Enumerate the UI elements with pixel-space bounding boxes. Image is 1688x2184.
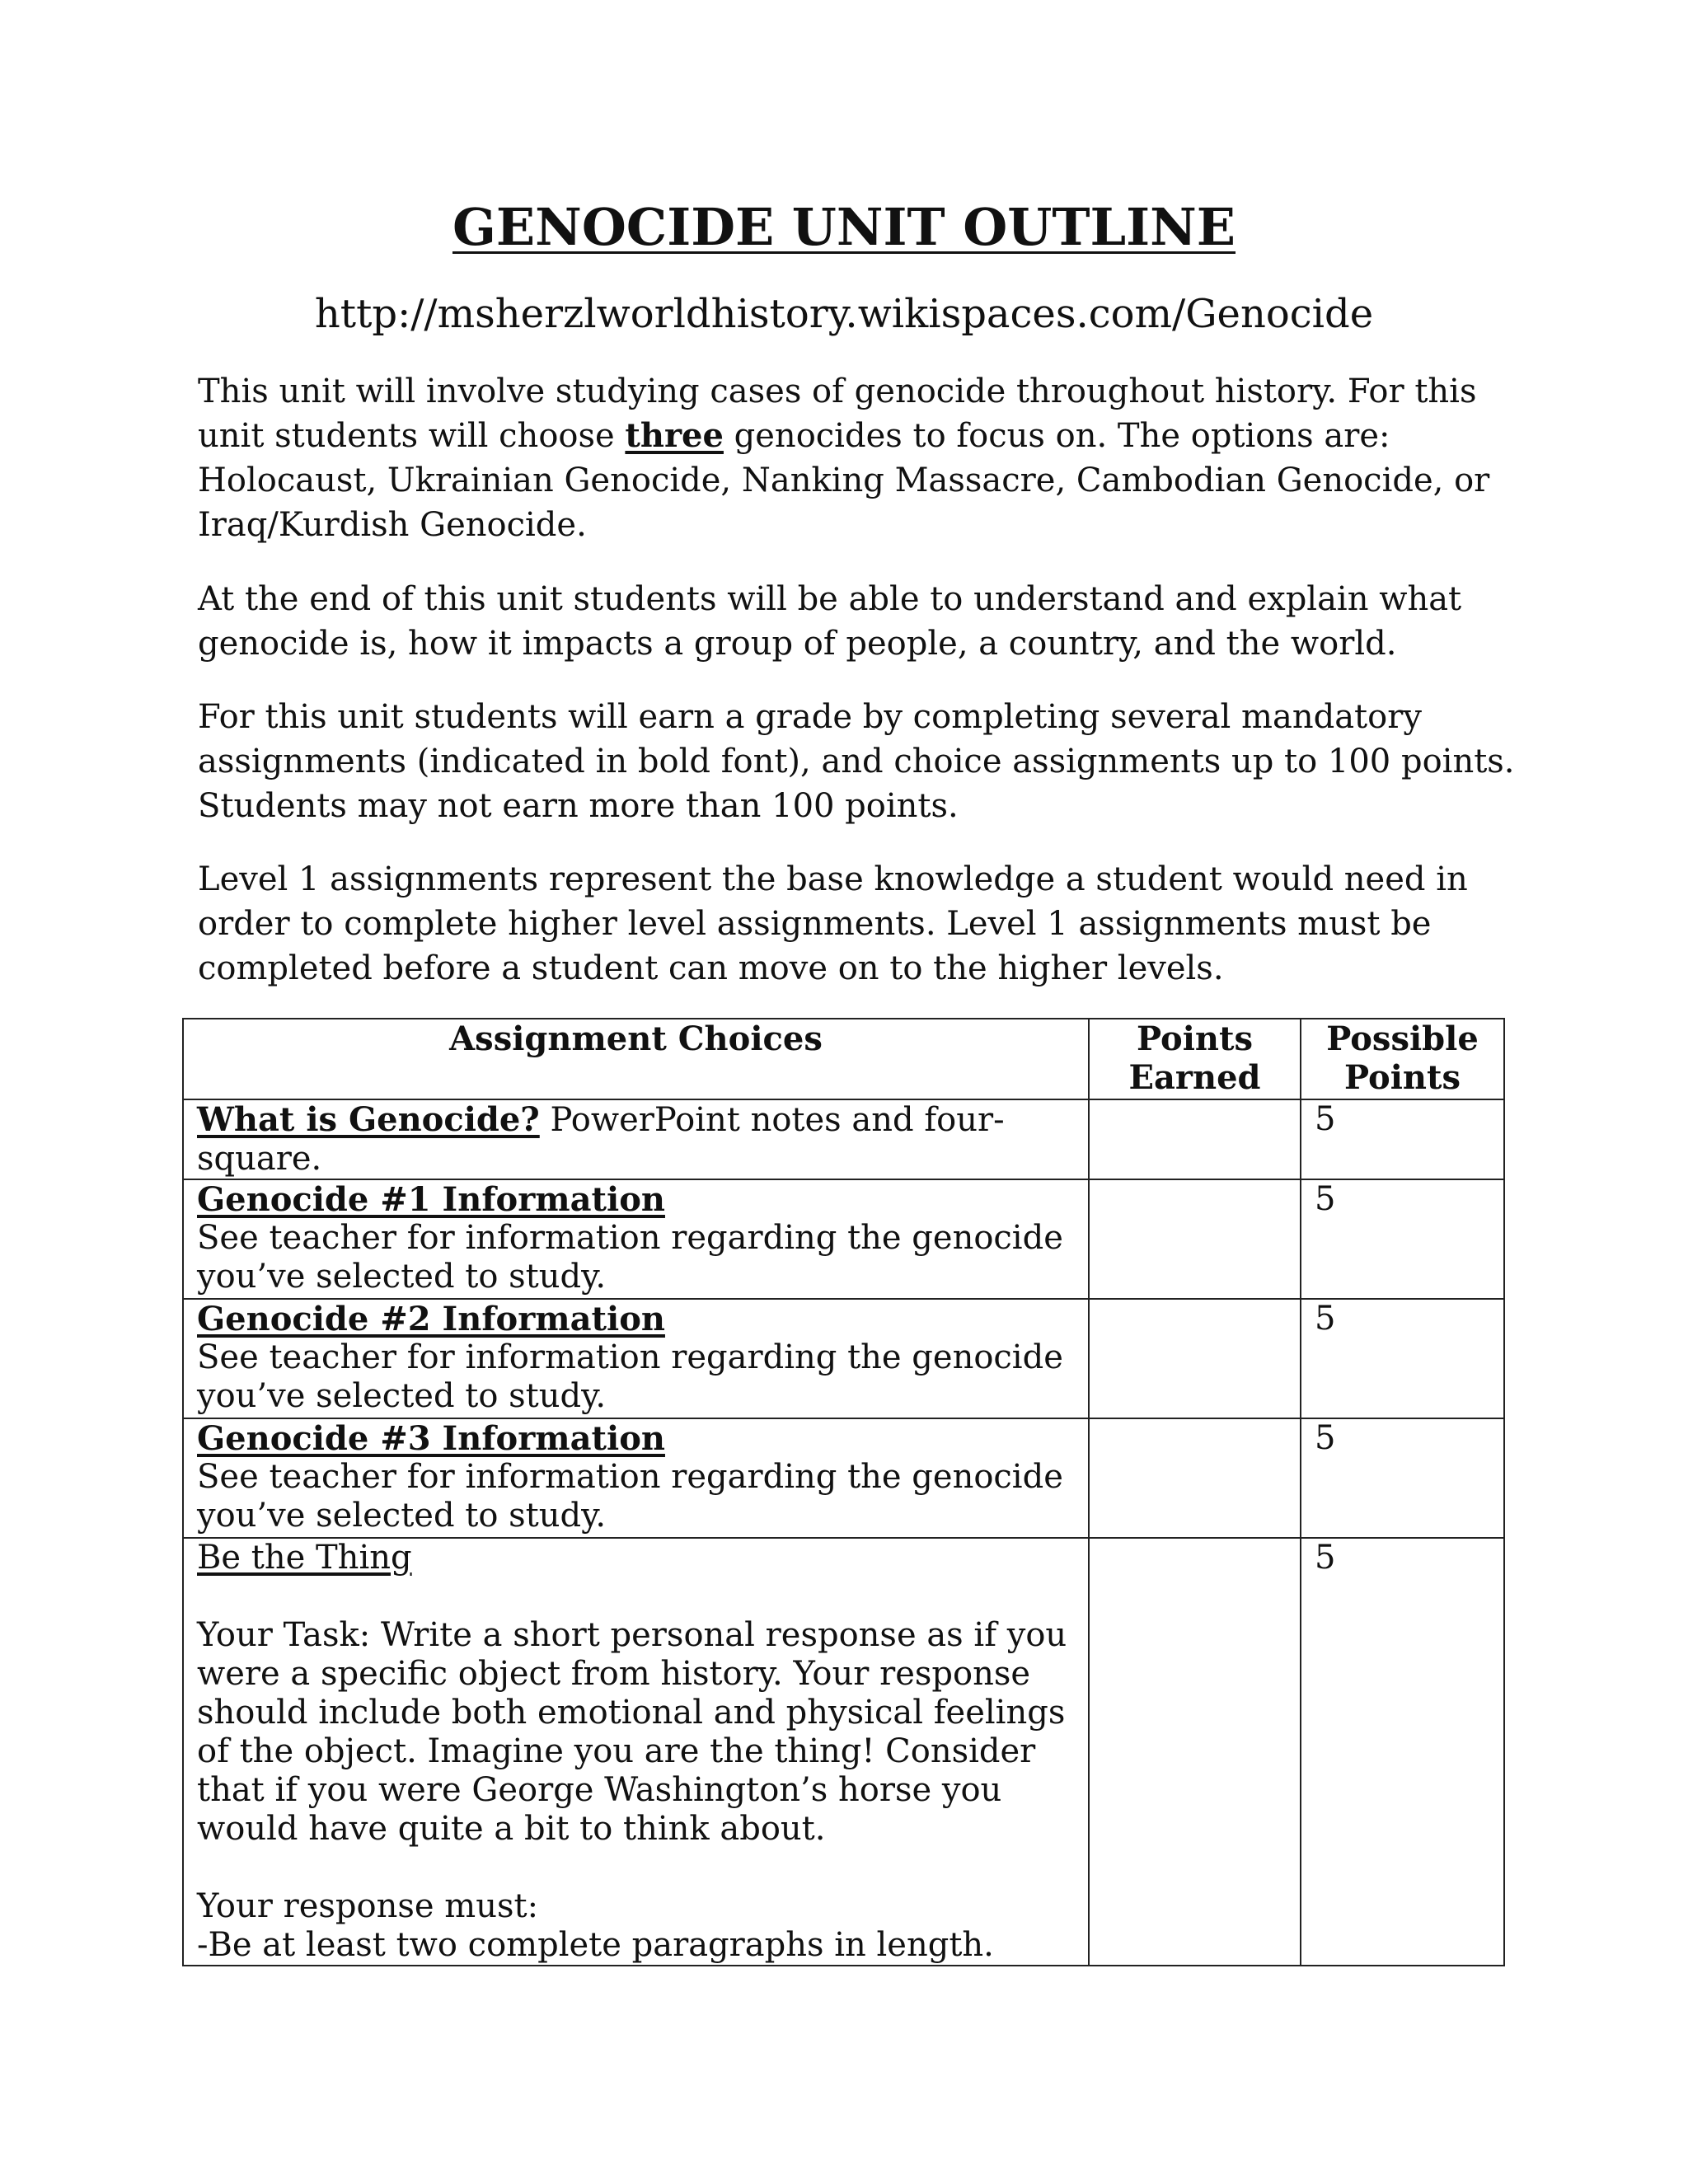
intro-text-end: genocides to focus on. The options are: Holocaust, Ukrainian Genocide, Nanking Massacre, Cambodian Genocide, or Iraq/Kurdish Genocide. [198,417,1490,544]
possible-points-cell: 5 [1301,1299,1504,1418]
level-paragraph: Level 1 assignments represent the base knowledge a student would need in order to complete higher level assignments. Level 1 assignments must be completed before a student can move on to the higher levels. [198,860,1468,987]
possible-points-cell: 5 [1301,1538,1504,1966]
points-earned-cell [1089,1418,1301,1538]
table-row [183,1179,1504,1299]
assignment-cell [183,1099,1089,1179]
header-possible-points: Possible Points [1301,1019,1504,1099]
assignment-text: See teacher for information regarding the genocide [197,1338,1063,1376]
assignment-task: Your Task: Write a short personal response as if you were a specific object from history. Your response should include both emotional and physical feelings of the object. Imagine you are the thing! Consider that if you were George Washington’s horse you would have quite a bit to think about. [197,1616,1067,1848]
assignment-text: See teacher for information regarding the genocide [197,1458,1063,1496]
possible-points-cell: 5 [1301,1179,1504,1299]
assignment-text: See teacher for information regarding the genocide [197,1219,1063,1257]
assignment-cell [183,1538,1089,1966]
assignment-requirement: -Be at least two complete paragraphs in length. [197,1926,994,1964]
intro-paragraph [198,369,1517,547]
grading-paragraph: For this unit students will earn a grade by completing several mandatory assignments (indicated in bold font), and choice assignments up to 100 points. Students may not earn more than 100 points. [198,698,1515,825]
assignment-text: you’ve selected to study. [197,1258,607,1296]
assignment-heading: Genocide #1 Information [197,1180,665,1219]
assignment-requirements-label: Your response must: [197,1887,539,1925]
document-title: GENOCIDE UNIT OUTLINE [452,197,1236,257]
header-points-earned: Points Earned [1089,1019,1301,1099]
assignment-cell [183,1179,1089,1299]
assignment-cell [183,1418,1089,1538]
table-row [183,1418,1504,1538]
emphasis-three: three [625,416,724,455]
assignment-heading: What is Genocide? [197,1100,540,1139]
points-earned-cell [1089,1538,1301,1966]
learning-goal-paragraph: At the end of this unit students will be able to understand and explain what genocide is, how it impacts a group of people, a country, and the world. [198,580,1462,663]
wiki-url: http://msherzlworldhistory.wikispaces.com/Genocide [314,291,1374,337]
points-earned-cell [1089,1099,1301,1179]
assignment-text: you’ve selected to study. [197,1497,607,1535]
points-earned-cell [1089,1179,1301,1299]
assignment-table [182,1018,1505,1966]
table-row [183,1538,1504,1966]
table-row [183,1299,1504,1418]
possible-points-cell: 5 [1301,1418,1504,1538]
assignment-text: you’ve selected to study. [197,1377,607,1415]
possible-points-cell: 5 [1301,1099,1504,1179]
assignment-heading: Genocide #3 Information [197,1419,665,1458]
assignment-text: PowerPoint notes and four-square. [197,1101,1005,1178]
points-earned-cell [1089,1299,1301,1418]
assignment-heading: Be the Thing [197,1539,412,1577]
assignment-cell [183,1299,1089,1418]
table-row [183,1099,1504,1179]
intro-text-start: This unit will involve studying cases of genocide throughout history. For this unit students will choose [198,373,1477,455]
table-header-row [183,1019,1504,1099]
header-assignment-choices: Assignment Choices [183,1019,1089,1099]
assignment-heading: Genocide #2 Information [197,1300,665,1338]
